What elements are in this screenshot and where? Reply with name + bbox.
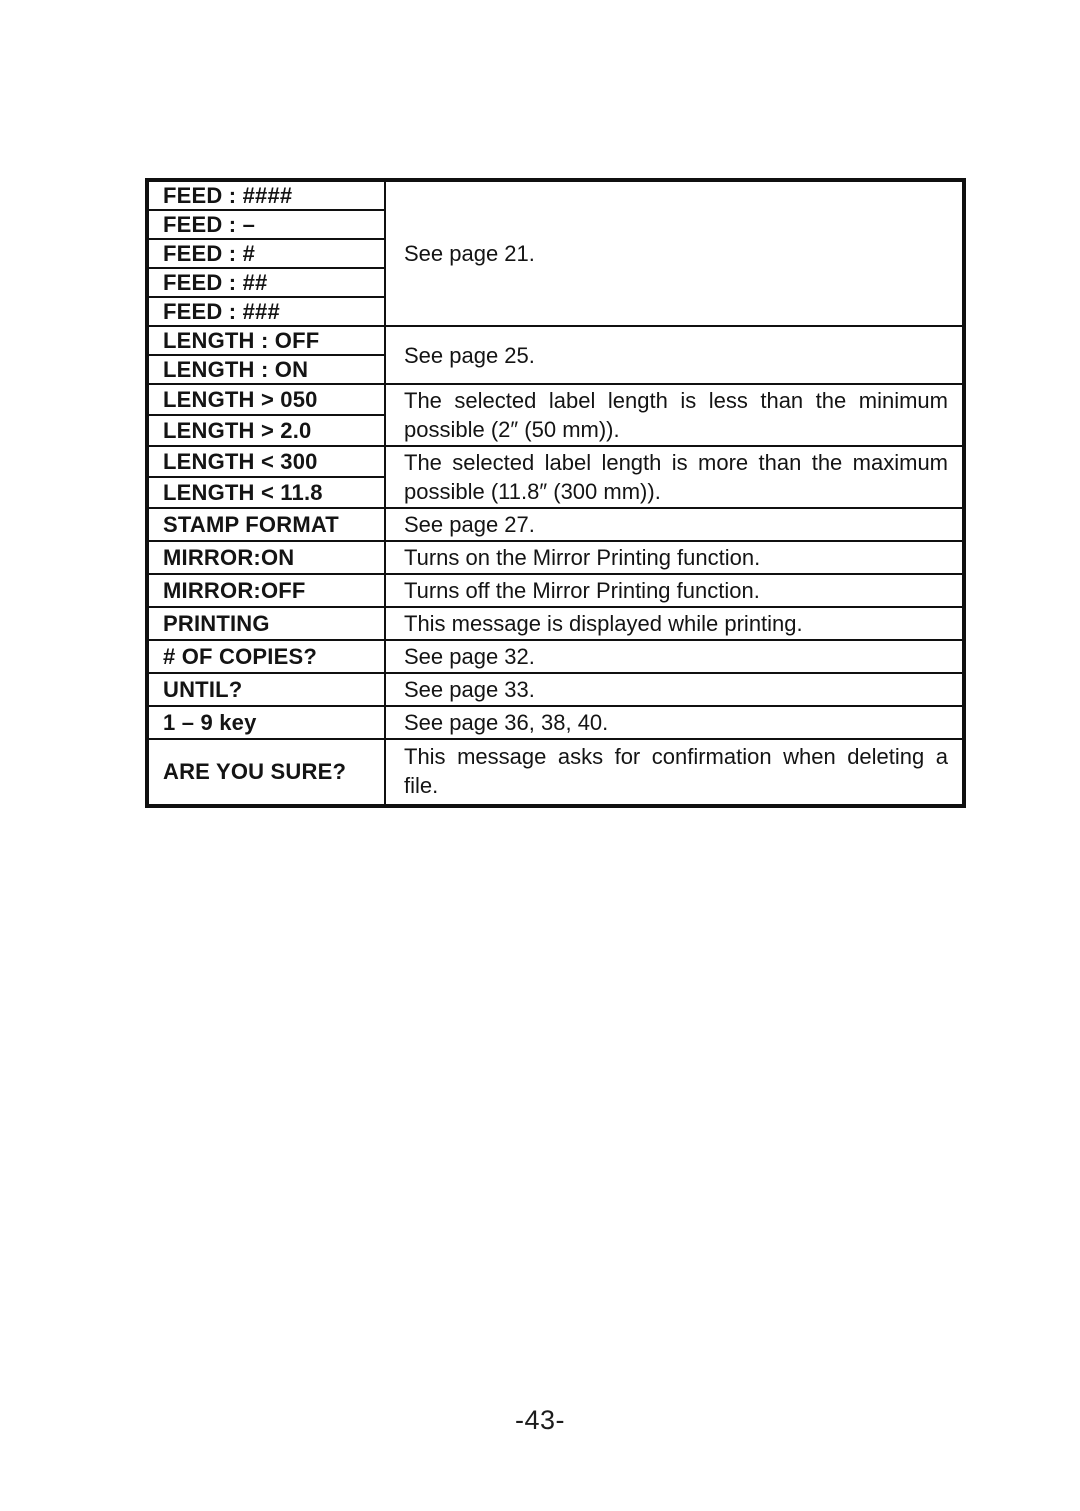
description-cell: The selected label length is less than the minimum possible (2″ (50 mm)). bbox=[385, 384, 964, 446]
description-cell: See page 21. bbox=[385, 180, 964, 326]
table-row bbox=[147, 607, 964, 640]
message-cell: FEED : #### bbox=[147, 180, 385, 210]
table-row bbox=[147, 180, 964, 210]
description-cell: This message asks for confirmation when deleting a file. bbox=[385, 739, 964, 806]
message-cell: STAMP FORMAT bbox=[147, 508, 385, 541]
table-row bbox=[147, 508, 964, 541]
message-cell: LENGTH : OFF bbox=[147, 326, 385, 355]
message-cell: FEED : ## bbox=[147, 268, 385, 297]
message-cell: 1 – 9 key bbox=[147, 706, 385, 739]
description-cell: See page 32. bbox=[385, 640, 964, 673]
description-cell: Turns on the Mirror Printing function. bbox=[385, 541, 964, 574]
table-row bbox=[147, 326, 964, 355]
table-row bbox=[147, 706, 964, 739]
table-row bbox=[147, 574, 964, 607]
description-cell: See page 25. bbox=[385, 326, 964, 384]
message-cell: FEED : # bbox=[147, 239, 385, 268]
description-cell: See page 27. bbox=[385, 508, 964, 541]
table-row bbox=[147, 673, 964, 706]
description-cell: See page 33. bbox=[385, 673, 964, 706]
message-cell: ARE YOU SURE? bbox=[147, 739, 385, 806]
message-cell: MIRROR:ON bbox=[147, 541, 385, 574]
message-cell: LENGTH > 050 bbox=[147, 384, 385, 415]
table-row bbox=[147, 640, 964, 673]
table-row bbox=[147, 384, 964, 415]
message-cell: LENGTH : ON bbox=[147, 355, 385, 384]
table-row bbox=[147, 739, 964, 806]
page-number: -43- bbox=[514, 1405, 565, 1435]
description-cell: Turns off the Mirror Printing function. bbox=[385, 574, 964, 607]
message-cell: PRINTING bbox=[147, 607, 385, 640]
message-table bbox=[145, 178, 966, 808]
table-row bbox=[147, 541, 964, 574]
description-cell: This message is displayed while printing. bbox=[385, 607, 964, 640]
description-cell: The selected label length is more than the maximum possible (11.8″ (300 mm)). bbox=[385, 446, 964, 508]
message-reference-table bbox=[145, 178, 962, 808]
message-cell: LENGTH < 11.8 bbox=[147, 477, 385, 508]
message-cell: MIRROR:OFF bbox=[147, 574, 385, 607]
table-row bbox=[147, 446, 964, 477]
message-cell: FEED : – bbox=[147, 210, 385, 239]
message-cell: LENGTH < 300 bbox=[147, 446, 385, 477]
message-cell: UNTIL? bbox=[147, 673, 385, 706]
message-cell: FEED : ### bbox=[147, 297, 385, 326]
message-cell: # OF COPIES? bbox=[147, 640, 385, 673]
message-cell: LENGTH > 2.0 bbox=[147, 415, 385, 446]
description-cell: See page 36, 38, 40. bbox=[385, 706, 964, 739]
